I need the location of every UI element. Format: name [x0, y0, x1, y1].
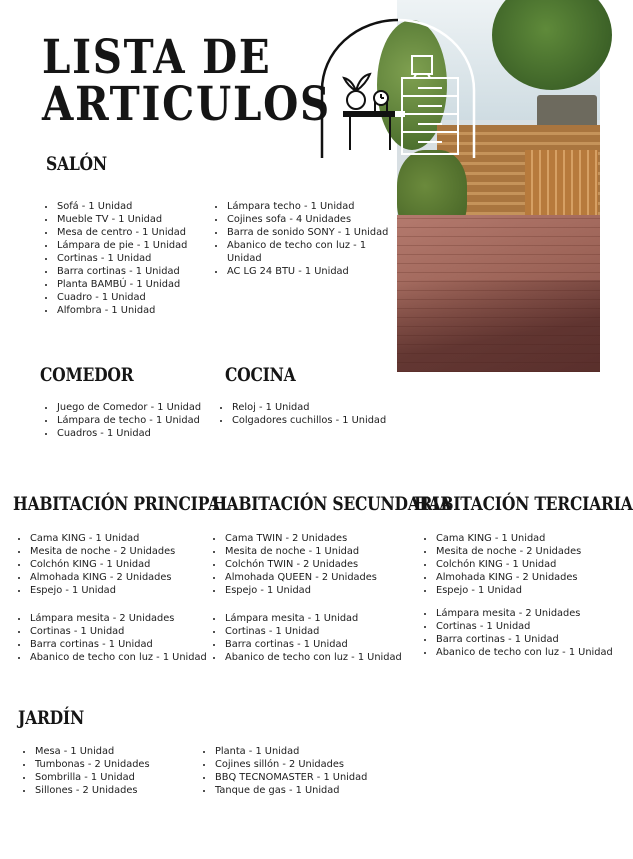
page-title-line2: ARTICULOS — [42, 77, 331, 132]
list-item: • Planta BAMBÚ - 1 Unidad — [56, 278, 226, 291]
list-item: • Cama TWIN - 2 Unidades — [224, 532, 419, 545]
hab-principal-list-b — [13, 612, 219, 664]
list-item: • Cojines sofa - 4 Unidades — [226, 213, 398, 226]
hab-terciaria-list-b — [419, 607, 615, 659]
list-item: • Almohada KING - 2 Unidades — [29, 571, 219, 584]
list-item: • Lámpara techo - 1 Unidad — [226, 200, 398, 213]
list-item: • Almohada KING - 2 Unidades — [435, 571, 615, 584]
list-item: • Cuadros - 1 Unidad — [56, 427, 236, 440]
jardin-heading: JARDÍN — [18, 707, 84, 729]
salon-heading: SALÓN — [46, 153, 107, 175]
hab-terciaria-heading: HABITACIÓN TERCIARIA — [414, 493, 633, 515]
list-item: • Barra cortinas - 1 Unidad — [435, 633, 615, 646]
list-item: • Sillones - 2 Unidades — [34, 784, 214, 797]
list-item: • Alfombra - 1 Unidad — [56, 304, 226, 317]
list-item: • Planta - 1 Unidad — [214, 745, 404, 758]
hab-terciaria-list-a — [419, 532, 615, 597]
list-item: • Lámpara mesita - 1 Unidad — [224, 612, 419, 625]
list-item: • Reloj - 1 Unidad — [231, 401, 421, 414]
list-item: • Lámpara de pie - 1 Unidad — [56, 239, 226, 252]
list-item: • Cuadro - 1 Unidad — [56, 291, 226, 304]
list-item: • Tumbonas - 2 Unidades — [34, 758, 214, 771]
list-item: • Espejo - 1 Unidad — [29, 584, 219, 597]
list-item: • Cortinas - 1 Unidad — [29, 625, 219, 638]
list-item: • Colgadores cuchillos - 1 Unidad — [231, 414, 421, 427]
furniture-illustration — [318, 18, 478, 163]
list-item: • Espejo - 1 Unidad — [224, 584, 419, 597]
list-item: • Lámpara de techo - 1 Unidad — [56, 414, 236, 427]
list-item: • Barra cortinas - 1 Unidad — [224, 638, 419, 651]
list-item: • Mesita de noche - 2 Unidades — [435, 545, 615, 558]
list-item: • Mesita de noche - 1 Unidad — [224, 545, 419, 558]
list-item: • Almohada QUEEN - 2 Unidades — [224, 571, 419, 584]
list-item: • Tanque de gas - 1 Unidad — [214, 784, 404, 797]
list-item: • AC LG 24 BTU - 1 Unidad — [226, 265, 398, 278]
list-item: • Sofá - 1 Unidad — [56, 200, 226, 213]
cocina-list — [215, 401, 421, 427]
list-item: • Mesa - 1 Unidad — [34, 745, 214, 758]
list-item: • Abanico de techo con luz - 1 Unidad — [224, 651, 419, 664]
list-item: • Cojines sillón - 2 Unidades — [214, 758, 404, 771]
list-item: • Cortinas - 1 Unidad — [224, 625, 419, 638]
list-item: • Juego de Comedor - 1 Unidad — [56, 401, 236, 414]
list-item: • Colchón TWIN - 2 Unidades — [224, 558, 419, 571]
list-item: • Sombrilla - 1 Unidad — [34, 771, 214, 784]
comedor-list — [40, 401, 236, 440]
jardin-list-right — [198, 745, 404, 797]
list-item: • Barra cortinas - 1 Unidad — [29, 638, 219, 651]
page-title-line1: LISTA DE — [42, 30, 272, 85]
list-item: • Colchón KING - 1 Unidad — [29, 558, 219, 571]
hab-principal-heading: HABITACIÓN PRINCIPAL — [13, 493, 231, 515]
list-item: • Mesita de noche - 2 Unidades — [29, 545, 219, 558]
cocina-heading: COCINA — [225, 364, 296, 386]
list-item: • Mesa de centro - 1 Unidad — [56, 226, 226, 239]
list-item: • Lámpara mesita - 2 Unidades — [29, 612, 219, 625]
list-item: • Cortinas - 1 Unidad — [56, 252, 226, 265]
list-item: • Cama KING - 1 Unidad — [29, 532, 219, 545]
list-item: • Espejo - 1 Unidad — [435, 584, 615, 597]
salon-list-left — [40, 200, 226, 317]
list-item: • Abanico de techo con luz - 1 Unidad — [29, 651, 219, 664]
salon-list-right — [210, 200, 398, 278]
jardin-list-left — [18, 745, 214, 797]
list-item: • Abanico de techo con luz - 1 Unidad — [435, 646, 615, 659]
list-item: • BBQ TECNOMASTER - 1 Unidad — [214, 771, 404, 784]
hab-secundaria-heading: HABITACIÓN SECUNDARIA — [212, 493, 452, 515]
hab-secundaria-list-a — [208, 532, 419, 597]
list-item: • Cama KING - 1 Unidad — [435, 532, 615, 545]
list-item: • Colchón KING - 1 Unidad — [435, 558, 615, 571]
comedor-heading: COMEDOR — [40, 364, 134, 386]
list-item: • Lámpara mesita - 2 Unidades — [435, 607, 615, 620]
list-item: • Barra de sonido SONY - 1 Unidad — [226, 226, 398, 239]
list-item: • Barra cortinas - 1 Unidad — [56, 265, 226, 278]
list-item: • Mueble TV - 1 Unidad — [56, 213, 226, 226]
list-item: • Abanico de techo con luz - 1 Unidad — [226, 239, 398, 265]
hab-principal-list-a — [13, 532, 219, 597]
list-item: • Cortinas - 1 Unidad — [435, 620, 615, 633]
hab-secundaria-list-b — [208, 612, 419, 664]
